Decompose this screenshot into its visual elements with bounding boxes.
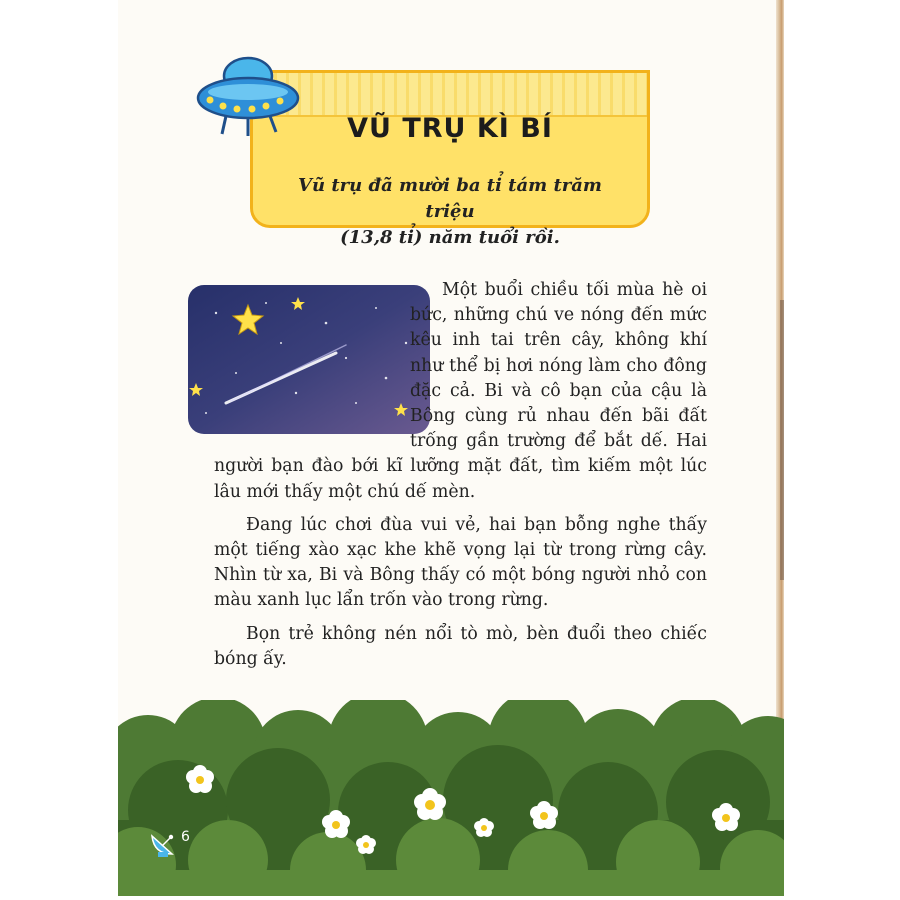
story-text (214, 278, 707, 680)
image-wrap-space (186, 278, 410, 454)
title-box (250, 70, 650, 248)
next-page-shadow (780, 300, 784, 580)
subtitle-line-1: Vũ trụ đã mười ba tỉ tám trăm triệu (298, 175, 602, 222)
ufo-icon (196, 54, 300, 140)
subtitle-line-2: (13,8 tỉ) năm tuổi rồi. (340, 227, 560, 248)
page-subtitle (283, 173, 617, 251)
paragraph-3: Bọn trẻ không nén nổi tò mò, bèn đuổi theo chiếc bóng ấy. (214, 623, 707, 669)
paragraph-1: Một buổi chiều tối mùa hè oi bức, những chú ve nóng đến mức kêu inh tai trên cây, không khí như thể bị hơi nóng làm cho đông đặc cả. Bi và cô bạn của cậu là Bông cùng rủ nhau đến bãi đất trống gần trường để bắt dế. Hai người bạn đào bới kĩ lưỡng mặt đất, tìm kiếm một lúc lâu mới thấy một chú dế mèn. (214, 280, 707, 502)
page-number: 6 (181, 829, 190, 845)
page-title: VŨ TRỤ KÌ BÍ (347, 113, 553, 144)
satellite-dish-icon (148, 828, 180, 858)
bush-illustration (118, 700, 784, 896)
title-box-header (253, 73, 647, 117)
paragraph-2: Đang lúc chơi đùa vui vẻ, hai bạn bỗng nghe thấy một tiếng xào xạc khe khẽ vọng lại từ trong rừng cây. Nhìn từ xa, Bi và Bông thấy có một bóng người nhỏ con màu xanh lục lẩn trốn vào trong rừng. (214, 514, 707, 611)
